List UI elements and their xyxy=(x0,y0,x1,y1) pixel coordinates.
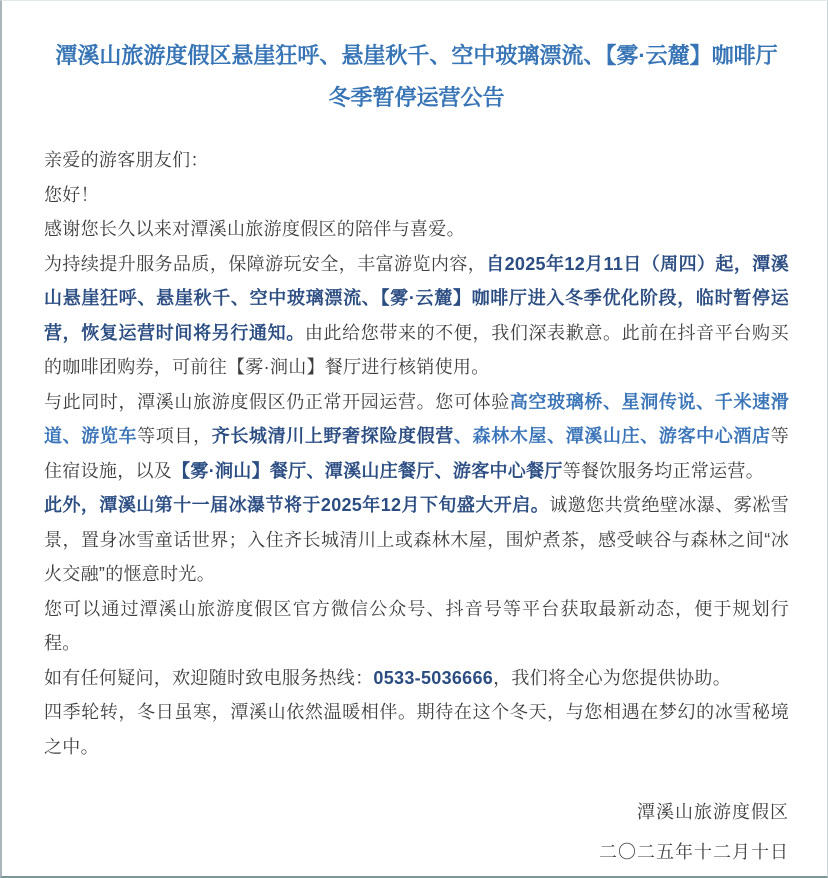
paragraph xyxy=(44,488,789,592)
text-segment: 由此给您带来的不便，我们深表歉意。此前在抖音平台购买的咖啡团购券，可前往【雾·涧山】餐厅进行核销使用。 xyxy=(44,322,789,377)
text-segment: 自2025年12月11日（周四）起，潭溪山悬崖狂呼、悬崖秋千、空中玻璃漂流、【雾·云麓】咖啡厅进入冬季优化阶段，临时暂停运营，恢复运营时间将另行通知。 xyxy=(44,253,789,343)
signature-organization: 潭溪山旅游度假区 xyxy=(637,802,789,822)
text-segment: 亲爱的游客朋友们： xyxy=(44,150,209,170)
paragraph xyxy=(44,592,789,661)
text-segment: 【雾·涧山】餐厅、潭溪山庄餐厅、游客中心餐厅 xyxy=(172,460,563,481)
paragraph xyxy=(44,178,789,213)
text-segment: 齐长城清川上野奢探险度假营 xyxy=(211,426,454,446)
text-segment: 诚邀您共赏绝壁冰瀑、雾凇雪景，置身冰雪童话世界；入住齐长城清川上或森林木屋，围炉煮茶，感受峡谷与森林之间“冰火交融”的惬意时光。 xyxy=(44,495,790,584)
text-segment: 0533-5036666 xyxy=(373,667,494,688)
text-segment: 此外，潭溪山第十一届冰瀑节将于2025年12月下旬盛大开启。 xyxy=(44,495,550,515)
paragraph xyxy=(44,212,789,247)
text-segment: 您好！ xyxy=(44,184,99,205)
text-segment: 高空玻璃桥、星洞传说、千米速滑道、游览车 xyxy=(44,391,790,446)
paragraph xyxy=(44,385,789,489)
paragraph xyxy=(44,695,789,764)
text-segment: 等住宿设施，以及 xyxy=(44,426,790,481)
notice-title: 潭溪山旅游度假区悬崖狂呼、悬崖秋千、空中玻璃漂流、【雾·云麓】咖啡厅冬季暂停运营公告 xyxy=(55,43,778,110)
text-segment: 为持续提升服务品质，保障游玩安全，丰富游览内容， xyxy=(44,253,487,274)
text-segment: 、森林木屋、潭溪山庄、游客中心酒店 xyxy=(453,426,771,446)
text-segment: 等餐饮服务均正常运营。 xyxy=(562,460,765,481)
signature-date: 二〇二五年十二月十日 xyxy=(599,842,789,862)
paragraph xyxy=(44,247,789,385)
text-segment: 感谢您长久以来对潭溪山旅游度假区的陪伴与喜爱。 xyxy=(44,219,465,239)
text-segment: ，我们将全心为您提供协助。 xyxy=(493,667,732,688)
signature-block xyxy=(44,792,789,872)
text-segment: 如有任何疑问，欢迎随时致电服务热线： xyxy=(44,667,374,688)
paragraph xyxy=(44,661,789,696)
paragraph xyxy=(44,143,789,178)
notice-body xyxy=(44,143,789,764)
text-segment: 等项目， xyxy=(137,426,212,446)
text-segment: 四季轮转，冬日虽寒，潭溪山依然温暖相伴。期待在这个冬天，与您相遇在梦幻的冰雪秘境之中。 xyxy=(44,702,789,757)
text-segment: 与此同时，潭溪山旅游度假区仍正常开园运营。您可体验 xyxy=(44,391,510,412)
text-segment: 您可以通过潭溪山旅游度假区官方微信公众号、抖音号等平台获取最新动态，便于规划行程。 xyxy=(44,598,789,653)
